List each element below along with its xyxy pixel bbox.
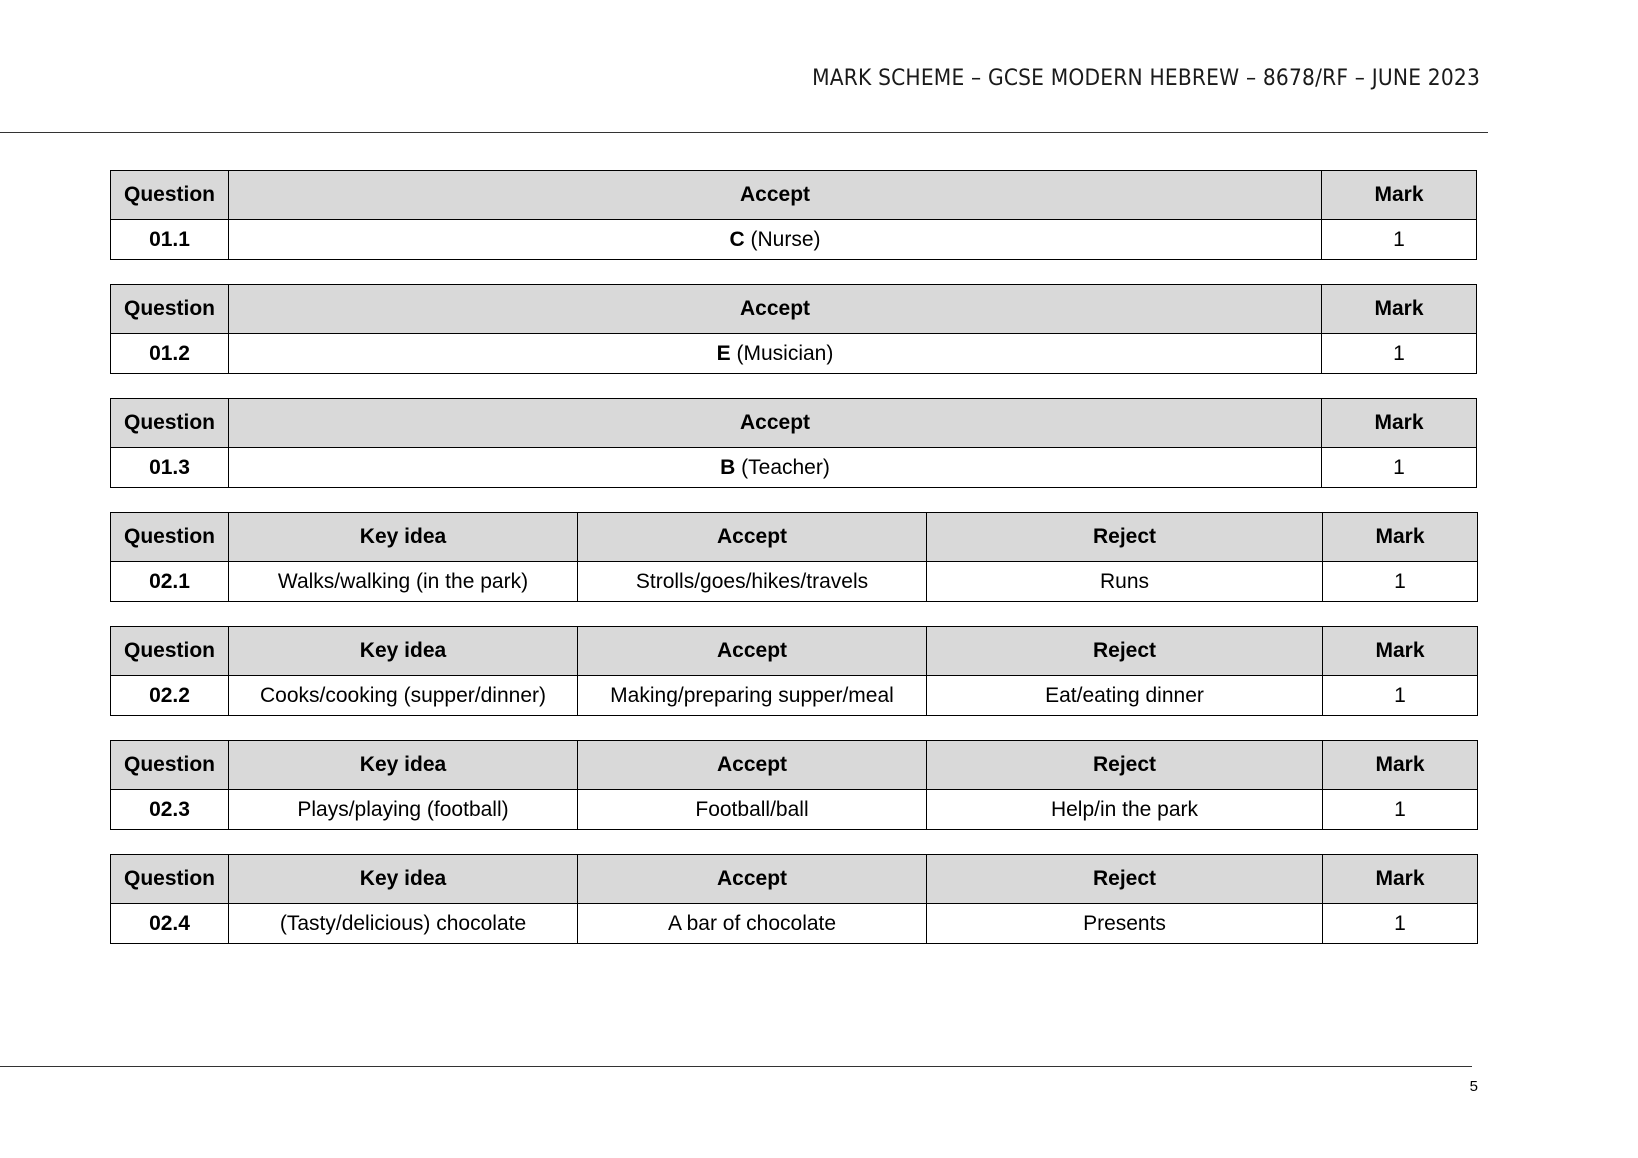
question-number: 02.4	[111, 904, 229, 944]
question-number: 01.1	[111, 220, 229, 260]
mark-cell: 1	[1323, 904, 1478, 944]
question-number: 02.3	[111, 790, 229, 830]
mark-cell: 1	[1322, 448, 1477, 488]
mark-cell: 1	[1322, 220, 1477, 260]
header-reject: Reject	[927, 513, 1323, 562]
header-question: Question	[111, 513, 229, 562]
reject-cell: Runs	[927, 562, 1323, 602]
header-mark: Mark	[1323, 855, 1478, 904]
header-key-idea: Key idea	[229, 627, 578, 676]
table-row	[111, 904, 1478, 944]
header-question: Question	[111, 399, 229, 448]
header-mark: Mark	[1322, 399, 1477, 448]
header-accept: Accept	[229, 171, 1322, 220]
mark-scheme-table-02-2	[110, 626, 1478, 716]
mark-cell: 1	[1323, 676, 1478, 716]
key-idea-cell: Plays/playing (football)	[229, 790, 578, 830]
table-row	[111, 448, 1477, 488]
mark-scheme-table-01-3	[110, 398, 1477, 488]
mark-cell: 1	[1323, 562, 1478, 602]
header-accept: Accept	[578, 855, 927, 904]
accept-cell: A bar of chocolate	[578, 904, 927, 944]
mark-cell: 1	[1323, 790, 1478, 830]
header-key-idea: Key idea	[229, 855, 578, 904]
table-header-row	[111, 741, 1478, 790]
document-header-title: MARK SCHEME – GCSE MODERN HEBREW – 8678/RF – JUNE 2023	[812, 66, 1480, 91]
accept-cell	[229, 220, 1322, 260]
header-reject: Reject	[927, 741, 1323, 790]
mark-scheme-table-02-1	[110, 512, 1478, 602]
page-number: 5	[1469, 1078, 1478, 1095]
answer-text: (Nurse)	[744, 227, 821, 251]
table-row	[111, 562, 1478, 602]
header-accept: Accept	[229, 285, 1322, 334]
header-mark: Mark	[1322, 285, 1477, 334]
table-header-row	[111, 171, 1477, 220]
header-reject: Reject	[927, 627, 1323, 676]
footer-divider	[0, 1066, 1472, 1067]
accept-cell: Football/ball	[578, 790, 927, 830]
table-header-row	[111, 855, 1478, 904]
reject-cell: Presents	[927, 904, 1323, 944]
accept-cell: Making/preparing supper/meal	[578, 676, 927, 716]
table-header-row	[111, 513, 1478, 562]
header-question: Question	[111, 855, 229, 904]
header-accept: Accept	[229, 399, 1322, 448]
mark-cell: 1	[1322, 334, 1477, 374]
table-row	[111, 334, 1477, 374]
accept-cell	[229, 448, 1322, 488]
key-idea-cell: Cooks/cooking (supper/dinner)	[229, 676, 578, 716]
question-number: 01.2	[111, 334, 229, 374]
reject-cell: Help/in the park	[927, 790, 1323, 830]
header-question: Question	[111, 741, 229, 790]
answer-text: (Musician)	[730, 341, 834, 365]
header-accept: Accept	[578, 741, 927, 790]
header-key-idea: Key idea	[229, 741, 578, 790]
header-question: Question	[111, 285, 229, 334]
question-number: 02.2	[111, 676, 229, 716]
table-header-row	[111, 627, 1478, 676]
answer-letter: E	[716, 341, 731, 365]
mark-scheme-table-01-2	[110, 284, 1477, 374]
header-mark: Mark	[1323, 513, 1478, 562]
header-divider	[0, 132, 1488, 133]
key-idea-cell: (Tasty/delicious) chocolate	[229, 904, 578, 944]
answer-letter: C	[729, 227, 745, 251]
question-number: 01.3	[111, 448, 229, 488]
header-reject: Reject	[927, 855, 1323, 904]
table-row	[111, 790, 1478, 830]
accept-cell: Strolls/goes/hikes/travels	[578, 562, 927, 602]
header-accept: Accept	[578, 513, 927, 562]
header-mark: Mark	[1323, 741, 1478, 790]
header-key-idea: Key idea	[229, 513, 578, 562]
table-header-row	[111, 399, 1477, 448]
table-header-row	[111, 285, 1477, 334]
answer-text: (Teacher)	[735, 455, 830, 479]
header-mark: Mark	[1323, 627, 1478, 676]
header-mark: Mark	[1322, 171, 1477, 220]
mark-scheme-table-02-4	[110, 854, 1478, 944]
header-accept: Accept	[578, 627, 927, 676]
table-row	[111, 220, 1477, 260]
accept-cell	[229, 334, 1322, 374]
header-question: Question	[111, 171, 229, 220]
question-number: 02.1	[111, 562, 229, 602]
key-idea-cell: Walks/walking (in the park)	[229, 562, 578, 602]
mark-scheme-table-02-3	[110, 740, 1478, 830]
mark-scheme-tables	[110, 170, 1477, 968]
answer-letter: B	[720, 455, 736, 479]
header-question: Question	[111, 627, 229, 676]
mark-scheme-table-01-1	[110, 170, 1477, 260]
table-row	[111, 676, 1478, 716]
reject-cell: Eat/eating dinner	[927, 676, 1323, 716]
